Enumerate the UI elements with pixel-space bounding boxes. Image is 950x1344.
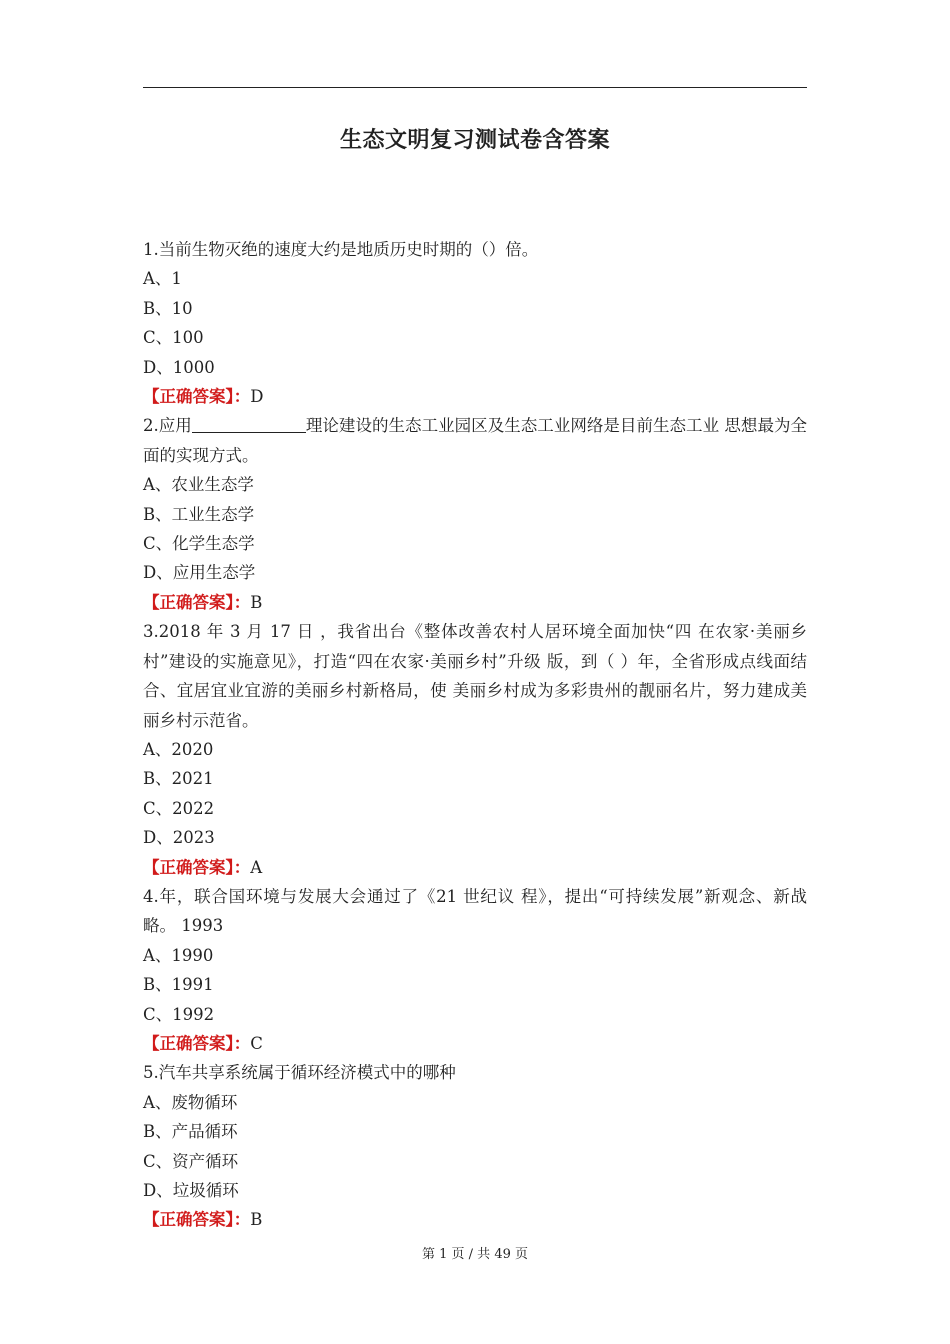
option: D、1000 (143, 357, 215, 377)
question-4 (143, 882, 807, 1058)
page-title: 生态文明复习测试卷含答案 (339, 128, 610, 153)
answer-value: B (250, 1210, 263, 1230)
answer-line (143, 588, 807, 617)
option: D、2023 (143, 828, 215, 848)
option: A、1990 (143, 945, 214, 965)
answer-value: D (250, 387, 264, 407)
option: D、垃圾循环 (143, 1181, 239, 1200)
answer-line (143, 382, 807, 411)
question-1 (143, 235, 807, 411)
option: B、10 (143, 298, 193, 318)
answer-tag: 【正确答案】： (143, 1210, 251, 1230)
option: A、2020 (143, 739, 214, 759)
option: B、产品循环 (143, 1122, 238, 1142)
stem-part: 2.应用 (143, 416, 192, 436)
question-stem: 4.年，联合国环境与发展大会通过了《21 世纪议 程》，提出“可持续发展”新观念、新战略。 1993 (143, 886, 807, 936)
answer-line (143, 853, 807, 882)
option: B、2021 (143, 769, 214, 789)
question-stem: 3.2018 年 3 月 17 日 ，我省出台《整体改善农村人居环境全面加快“四 在农家·美丽乡村”建设的实施意见》，打造“四在农家·美丽乡村”升级 版，到（ ）年，全省形成点线面结合、宜居宜业宜游的美丽乡村新格局，使 美丽乡村成为多彩贵州的靓丽名片，努力建成美丽乡村示范省。 (143, 622, 807, 730)
option: A、1 (143, 269, 182, 289)
question-5 (143, 1058, 807, 1234)
answer-tag: 【正确答案】： (143, 387, 251, 407)
question-stem: 1.当前生物灭绝的速度大约是地质历史时期的（）倍。 (143, 240, 539, 259)
question-3 (143, 617, 807, 882)
answer-value: B (250, 592, 263, 612)
page-footer: 第 1 页 / 共 49 页 (422, 1247, 528, 1262)
answer-tag: 【正确答案】： (143, 592, 251, 612)
answer-line (143, 1205, 807, 1234)
option: A、农业生态学 (143, 475, 254, 495)
option: B、工业生态学 (143, 504, 255, 524)
question-2 (143, 411, 807, 617)
fill-blank (192, 414, 306, 433)
option: D、应用生态学 (143, 563, 256, 583)
header-rule (143, 87, 807, 88)
option: A、废物循环 (143, 1092, 238, 1112)
question-stem (143, 411, 807, 470)
question-list (143, 235, 807, 1235)
answer-value: A (250, 857, 263, 877)
answer-tag: 【正确答案】： (143, 1033, 251, 1053)
stem-part: 理论建设的生态工业园区及生态工业网络是目前生态工业 思想最为全面的实现方式。 (143, 416, 808, 465)
question-stem: 5.汽车共享系统属于循环经济模式中的哪种 (143, 1063, 456, 1083)
option: C、资产循环 (143, 1151, 239, 1171)
option: C、1992 (143, 1004, 215, 1024)
option: C、100 (143, 328, 204, 348)
answer-value: C (250, 1033, 263, 1053)
option: B、1991 (143, 975, 214, 995)
option: C、化学生态学 (143, 534, 255, 554)
answer-line (143, 1029, 807, 1058)
option: C、2022 (143, 798, 215, 818)
answer-tag: 【正确答案】： (143, 857, 251, 877)
